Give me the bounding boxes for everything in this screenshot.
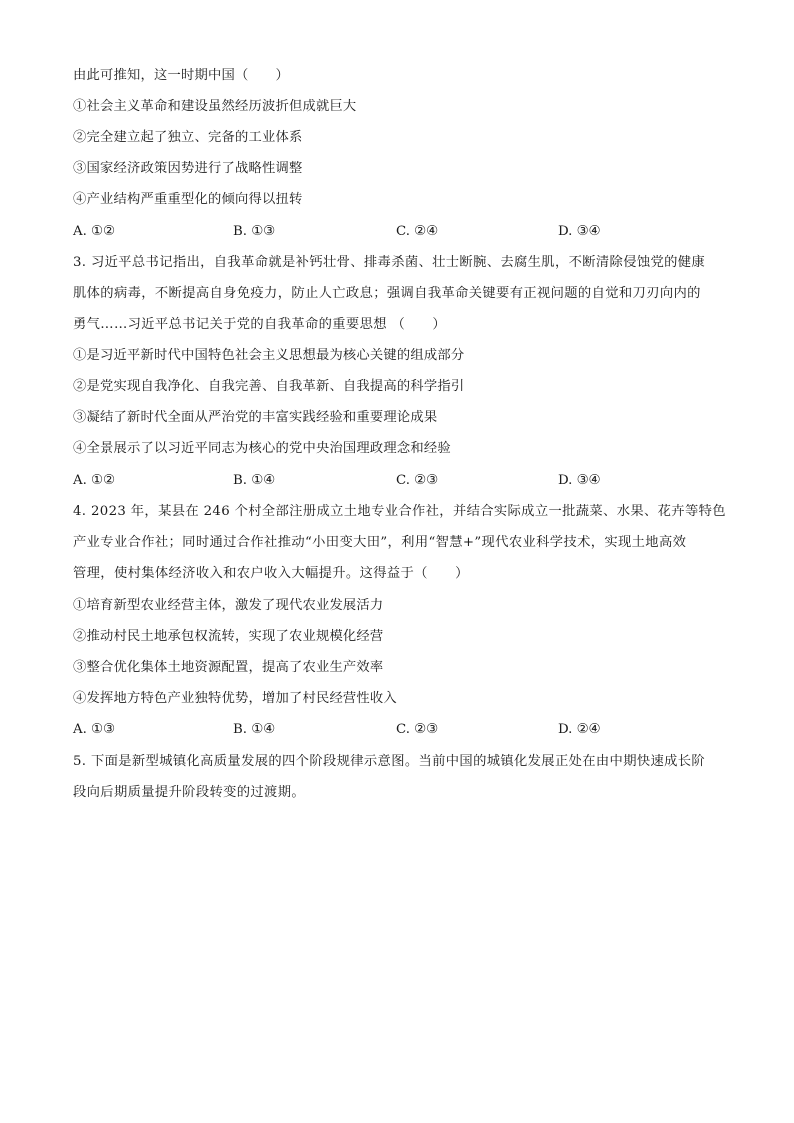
q3-stem-line-1: 3. 习近平总书记指出，自我革命就是补钙壮骨、排毒杀菌、壮士断腕、去腐生肌，不断清除侵蚀党的健康 xyxy=(73,255,706,270)
q4-stem-line-1: 4. 2023 年，某县在 246 个村全部注册成立土地专业合作社，并结合实际成立一批蔬菜、水果、花卉等特色 xyxy=(73,504,726,519)
q2-statement-4: ④产业结构严重重型化的倾向得以扭转 xyxy=(73,192,303,207)
q4-statement-4: ④发挥地方特色产业独特优势，增加了村民经营性收入 xyxy=(73,691,397,706)
q3-stem-line-2: 肌体的病毒，不断提高自身免疫力，防止人亡政息；强调自我革命关键要有正视问题的自觉和刀刃向内的 xyxy=(73,286,701,301)
q4-option-d: D. ②④ xyxy=(558,722,601,737)
q3-option-c: C. ②③ xyxy=(396,473,438,488)
q5-stem-line-1: 5. 下面是新型城镇化高质量发展的四个阶段规律示意图。当前中国的城镇化发展正处在由中期快速成长阶 xyxy=(73,754,706,769)
q3-statement-1: ①是习近平新时代中国特色社会主义思想最为核心关键的组成部分 xyxy=(73,348,465,363)
q3-statement-2: ②是党实现自我净化、自我完善、自我革新、自我提高的科学指引 xyxy=(73,379,465,394)
q3-statement-4: ④全景展示了以习近平同志为核心的党中央治国理政理念和经验 xyxy=(73,441,451,456)
q4-option-b: B. ①④ xyxy=(233,722,276,737)
q3-statement-3: ③凝结了新时代全面从严治党的丰富实践经验和重要理论成果 xyxy=(73,410,438,425)
q2-stem: 由此可推知，这一时期中国（ ） xyxy=(73,68,289,83)
q4-stem-line-2: 产业专业合作社；同时通过合作社推动“小田变大田”，利用“智慧+”现代农业科学技术，实现土地高效 xyxy=(73,535,687,550)
q4-statement-2: ②推动村民土地承包权流转，实现了农业规模化经营 xyxy=(73,629,384,644)
q3-option-b: B. ①④ xyxy=(233,473,276,488)
q4-stem-line-3: 管理，使村集体经济收入和农户收入大幅提升。这得益于（ ） xyxy=(73,566,469,581)
q2-option-c: C. ②④ xyxy=(396,224,438,239)
q2-statement-3: ③国家经济政策因势进行了战略性调整 xyxy=(73,161,303,176)
q3-stem-line-3: 勇气……习近平总书记关于党的自我革命的重要思想 （ ） xyxy=(73,317,447,332)
q4-option-c: C. ②③ xyxy=(396,722,438,737)
q2-statement-2: ②完全建立起了独立、完备的工业体系 xyxy=(73,130,303,145)
q2-option-d: D. ③④ xyxy=(558,224,601,239)
q2-option-a: A. ①② xyxy=(73,224,115,239)
q2-statement-1: ①社会主义革命和建设虽然经历波折但成就巨大 xyxy=(73,99,357,114)
q4-statement-3: ③整合优化集体土地资源配置，提高了农业生产效率 xyxy=(73,660,384,675)
q5-stem-line-2: 段向后期质量提升阶段转变的过渡期。 xyxy=(73,785,305,800)
q3-option-d: D. ③④ xyxy=(558,473,601,488)
q4-statement-1: ①培育新型农业经营主体，激发了现代农业发展活力 xyxy=(73,598,384,613)
q4-option-a: A. ①③ xyxy=(73,722,115,737)
q2-option-b: B. ①③ xyxy=(233,224,276,239)
q3-option-a: A. ①② xyxy=(73,473,115,488)
